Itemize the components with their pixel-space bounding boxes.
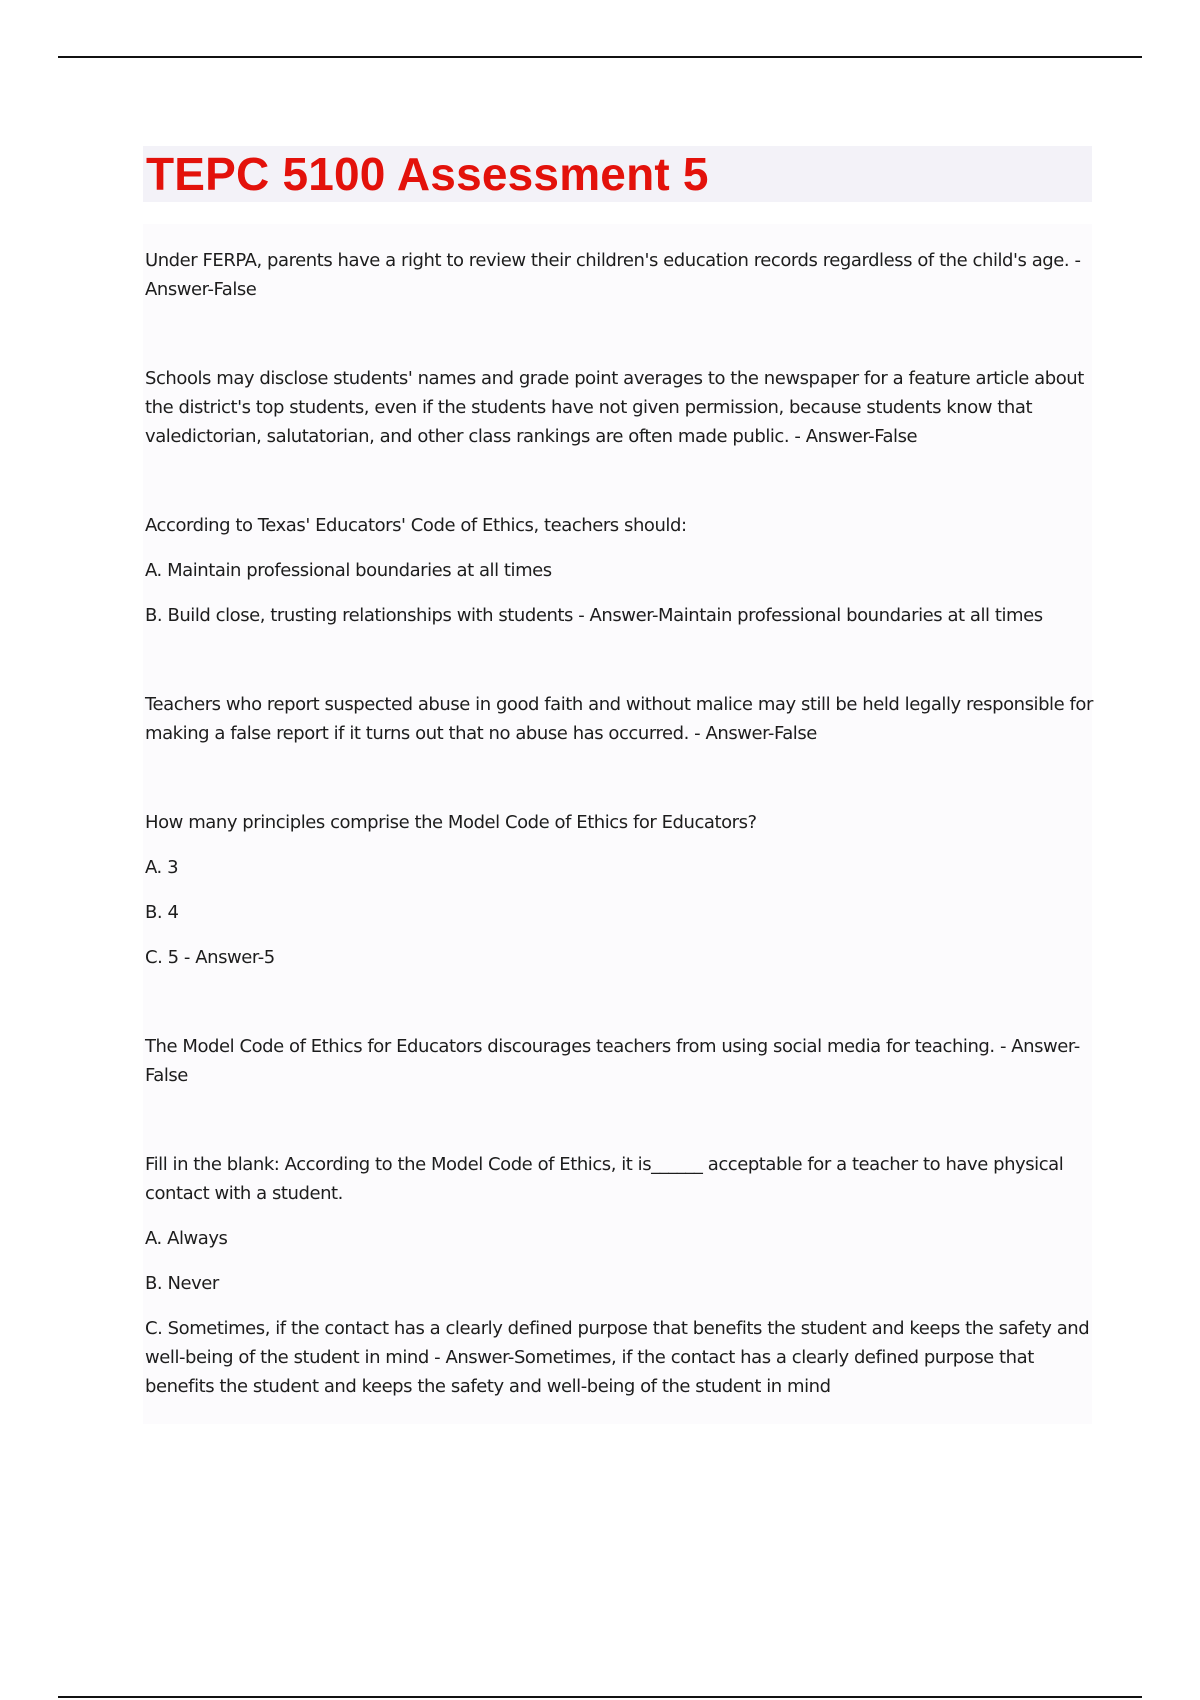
question-text: Under FERPA, parents have a right to review their children's education records regardless of the child's age. - Answer-False [145,250,1081,300]
question-text: The Model Code of Ethics for Educators discourages teachers from using social media for teaching. - Answer-False [145,1036,1080,1086]
answer-option: C. 5 - Answer-5 [145,947,275,968]
answer-option: C. Sometimes, if the contact has a clearly defined purpose that benefits the student and keeps the safety and well-being of the student in mind - Answer-Sometimes, if the contact has a clearly defined purpose that benefits the student and keeps the safety and well-being of the student in mind [145,1318,1090,1397]
question-block-1 [145,246,1095,304]
question-block-2 [145,364,1095,451]
answer-option: A. Maintain professional boundaries at all times [145,560,552,581]
top-divider [58,56,1142,58]
answer-option: A. Always [145,1228,228,1249]
title-band [143,146,1092,202]
page-title: TEPC 5100 Assessment 5 [146,148,709,200]
question-text: Schools may disclose students' names and grade point averages to the newspaper for a feature article about the district's top students, even if the students have not given permission, because students know that valedictorian, salutatorian, and other class rankings are often made public. - Answer-False [145,368,1084,447]
question-text: Teachers who report suspected abuse in good faith and without malice may still be held legally responsible for making a false report if it turns out that no abuse has occurred. - Answer-False [145,694,1093,744]
answer-option: B. Never [145,1273,219,1294]
answer-option: B. 4 [145,902,179,923]
question-text: How many principles comprise the Model Code of Ethics for Educators? [145,812,757,833]
question-list [145,246,1095,1401]
question-block-4 [145,690,1095,748]
question-block-6 [145,1032,1095,1090]
answer-option: B. Build close, trusting relationships with students - Answer-Maintain professional boundaries at all times [145,605,1043,626]
question-block-7 [145,1150,1095,1401]
bottom-divider [58,1696,1142,1698]
answer-option: A. 3 [145,857,179,878]
question-text: Fill in the blank: According to the Model Code of Ethics, it is______ acceptable for a teacher to have physical contact with a student. [145,1154,1064,1204]
question-text: According to Texas' Educators' Code of Ethics, teachers should: [145,515,687,536]
question-block-3 [145,511,1095,630]
question-block-5 [145,808,1095,972]
